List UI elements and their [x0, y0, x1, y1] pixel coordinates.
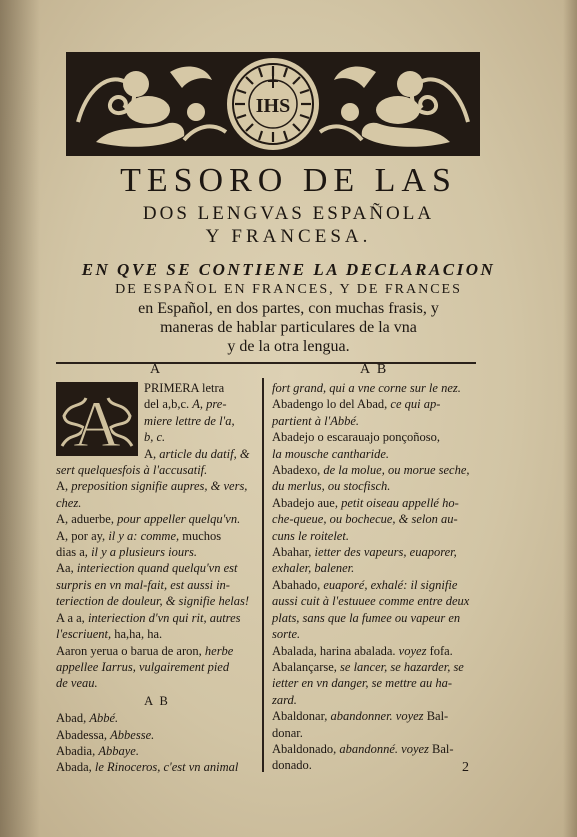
- spanish-text: A a a,: [56, 610, 88, 625]
- spanish-text: Abahado,: [272, 577, 324, 592]
- spanish-text-tail: fofa.: [426, 643, 453, 658]
- french-gloss: pour appeller quelqu'vn.: [117, 512, 241, 527]
- french-gloss: le Rinoceros, c'est vn animal: [94, 760, 239, 775]
- spanish-text: Abadia,: [56, 743, 99, 758]
- dictionary-line: [272, 675, 482, 691]
- french-gloss: euaporé, exhalé: il signifie: [323, 577, 458, 592]
- dictionary-line: [272, 446, 482, 462]
- header-rule: [56, 362, 476, 364]
- title-line-3: Y FRANCESA.: [205, 226, 372, 247]
- french-gloss: preposition signifie aupres, & vers,: [71, 479, 248, 494]
- french-gloss: herbe: [204, 643, 234, 658]
- spanish-text-tail: Bal-: [423, 709, 449, 724]
- dictionary-line: [272, 380, 482, 396]
- french-gloss: plats, sans que la fumee ou vapeur en: [272, 610, 461, 625]
- page-edge-shadow: [563, 0, 577, 837]
- spanish-text: Abada,: [56, 760, 95, 775]
- subtitle-line-3: en Español, en dos partes, con muchas frasis, y: [138, 300, 439, 317]
- french-gloss: cuns le roitelet.: [272, 528, 349, 543]
- dictionary-line: [272, 511, 482, 527]
- dictionary-line: [56, 577, 258, 593]
- french-gloss: partient à l'Abbé.: [272, 413, 360, 428]
- french-gloss: sert quelquesfois à l'accusatif.: [56, 463, 208, 478]
- spanish-text: A, por ay,: [56, 528, 109, 543]
- ihs-monogram: IHS: [255, 95, 291, 117]
- spanish-text-tail: Bal-: [428, 741, 454, 756]
- subtitle-line-4: maneras de hablar particulares de la vna: [160, 319, 417, 336]
- decorated-initial: [56, 382, 138, 456]
- spanish-text: A,: [144, 446, 160, 461]
- dictionary-line: [56, 643, 258, 659]
- subtitle-line-2: DE ESPAÑOL EN FRANCES, Y DE FRANCES: [115, 282, 462, 297]
- left-section-head: A B: [144, 693, 170, 708]
- subtitle-line-1: EN QVE SE CONTIENE LA DECLARACION: [81, 260, 496, 279]
- dictionary-line: [272, 462, 482, 478]
- dictionary-line: [272, 478, 482, 494]
- dictionary-line: [272, 725, 482, 741]
- french-gloss: ce qui ap-: [390, 397, 441, 412]
- dictionary-line: [272, 757, 482, 773]
- french-gloss: abandonner. voyez: [330, 709, 424, 724]
- french-gloss: Abbaye.: [98, 743, 139, 758]
- dictionary-line: [56, 759, 258, 775]
- spanish-text-tail: ha,ha, ha.: [111, 627, 163, 642]
- spanish-text: Abad,: [56, 711, 90, 726]
- spanish-text: Abalançarse,: [272, 659, 341, 674]
- dictionary-line: [272, 396, 482, 412]
- dictionary-line: [272, 659, 482, 675]
- french-gloss: zard.: [272, 692, 297, 707]
- dictionary-line: [56, 593, 258, 609]
- spanish-text: PRIMERA letra: [144, 381, 225, 395]
- french-gloss: la mousche cantharide.: [272, 446, 389, 461]
- french-gloss: abandonné. voyez: [339, 741, 429, 756]
- spanish-text-tail: muchos: [179, 528, 222, 543]
- french-gloss: article du datif, &: [159, 446, 250, 461]
- french-gloss: interiection d'vn qui rit, autres: [87, 610, 241, 625]
- french-gloss: Abbé.: [89, 711, 119, 726]
- dictionary-line: [56, 710, 258, 726]
- dictionary-line: [272, 593, 482, 609]
- spanish-text: Abadengo lo del Abad,: [272, 397, 391, 412]
- dictionary-line: [56, 528, 258, 544]
- french-gloss: aussi cuit à l'estuuee comme entre deux: [272, 594, 470, 609]
- spanish-text: Abadejo aue,: [272, 495, 342, 510]
- french-gloss: ietter en vn danger, se mettre au ha-: [272, 676, 453, 691]
- spanish-text: del a,b,c.: [144, 397, 193, 412]
- dictionary-line: [56, 511, 258, 527]
- dictionary-line: [56, 462, 258, 478]
- dictionary-line: [56, 743, 258, 759]
- dictionary-line: [272, 626, 482, 642]
- spanish-text: Abadessa,: [56, 727, 111, 742]
- dictionary-line: [56, 560, 258, 576]
- french-gloss: b, c.: [144, 430, 166, 445]
- french-gloss: de la molue, ou morue seche,: [323, 463, 470, 478]
- french-gloss: sorte.: [272, 627, 301, 642]
- spanish-text: donado.: [272, 758, 312, 773]
- french-gloss: de veau.: [56, 676, 98, 691]
- spanish-text: Abalada, harina abalada.: [272, 643, 399, 658]
- gutter-shadow: [0, 0, 40, 837]
- french-gloss: chez.: [56, 495, 82, 510]
- title-line-1: TESORO DE LAS: [120, 162, 457, 199]
- dictionary-line: [272, 692, 482, 708]
- french-gloss: interiection quand quelqu'vn est: [76, 561, 238, 576]
- dictionary-line: [56, 727, 258, 743]
- french-gloss: miere lettre de l'a,: [144, 413, 235, 428]
- french-gloss: surpris en vn mal-fait, est aussi in-: [56, 577, 230, 592]
- french-gloss: A, pre-: [192, 397, 227, 412]
- left-b-entries: [56, 710, 258, 776]
- dictionary-line: [272, 741, 482, 757]
- dictionary-line: [56, 478, 258, 494]
- left-column: [56, 380, 258, 776]
- spanish-text: Aaron yerua o barua de aron,: [56, 643, 205, 658]
- french-gloss: fort grand, qui a vne corne sur le nez.: [272, 381, 461, 395]
- dictionary-line: [56, 626, 258, 642]
- french-gloss: se lancer, se hazarder, se: [340, 659, 464, 674]
- right-column: [272, 380, 482, 774]
- dictionary-line: [272, 429, 482, 445]
- french-gloss: exhaler, balener.: [272, 561, 355, 576]
- column-divider: [262, 378, 264, 772]
- title-line-2: DOS LENGVAS ESPAÑOLA: [142, 203, 435, 224]
- page-number: 2: [462, 760, 469, 775]
- spanish-text: dias a,: [56, 545, 92, 560]
- dictionary-line: [272, 413, 482, 429]
- left-column-head: A: [150, 362, 163, 377]
- dictionary-line: [272, 528, 482, 544]
- dictionary-line: [272, 495, 482, 511]
- spanish-text: Abaldonar,: [272, 709, 331, 724]
- spanish-text: A,: [56, 479, 72, 494]
- dictionary-line: [272, 544, 482, 560]
- initial-letter: A: [73, 388, 121, 456]
- dictionary-line: [56, 675, 258, 691]
- ornamental-headpiece: [66, 52, 480, 156]
- spanish-text: A, aduerbe,: [56, 512, 118, 527]
- spanish-text: Abadexo,: [272, 463, 324, 478]
- french-gloss: ietter des vapeurs, euaporer,: [314, 545, 457, 560]
- dictionary-line: [272, 610, 482, 626]
- french-gloss: teriection de douleur, & signifie helas!: [56, 594, 250, 609]
- french-gloss: voyez: [398, 643, 427, 658]
- french-gloss: Abbesse.: [110, 727, 155, 742]
- dictionary-line: [272, 708, 482, 724]
- spanish-text: Aa,: [56, 561, 77, 576]
- dictionary-line: [272, 560, 482, 576]
- french-gloss: l'escriuent,: [56, 627, 112, 642]
- french-gloss: che-queue, ou bochecue, & selon au-: [272, 512, 458, 527]
- spanish-text: Abaldonado,: [272, 741, 340, 756]
- right-column-head: A B: [360, 362, 389, 377]
- spanish-text: Abadejo o escarauajo ponçoñoso,: [272, 430, 440, 445]
- dictionary-line: [56, 659, 258, 675]
- dictionary-line: [272, 643, 482, 659]
- french-gloss: il y a plusieurs iours.: [91, 545, 197, 560]
- french-gloss: appellee Iarrus, vulgairement pied: [56, 659, 230, 674]
- dictionary-line: [56, 544, 258, 560]
- french-gloss: petit oiseau appellé ho-: [341, 495, 459, 510]
- french-gloss: du merlus, ou stocfisch.: [272, 479, 391, 494]
- dictionary-line: [56, 610, 258, 626]
- spanish-text: Abahar,: [272, 545, 315, 560]
- right-entries: [272, 380, 482, 774]
- dictionary-line: [272, 577, 482, 593]
- spanish-text: donar.: [272, 725, 303, 740]
- dictionary-line: [56, 495, 258, 511]
- french-gloss: il y a: comme,: [108, 528, 180, 543]
- subtitle-line-5: y de la otra lengua.: [227, 338, 350, 355]
